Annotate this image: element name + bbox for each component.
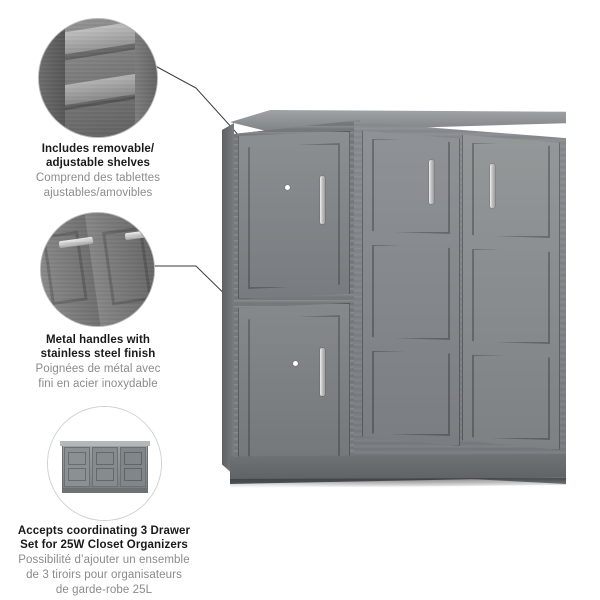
closet-organizer-thumbnail xyxy=(47,406,162,521)
callout-sub-line2: ajustables/amovibles xyxy=(43,187,153,200)
cabinet-left-side xyxy=(222,123,234,475)
bed-panel-right-inset-bottom xyxy=(472,354,550,440)
metal-handle-closeup-thumbnail xyxy=(40,212,155,327)
callout-text-shelves xyxy=(10,142,186,200)
bed-panel-right-inset-top xyxy=(472,142,550,238)
callout-title-line2: stainless steel finish xyxy=(40,348,156,361)
bed-panel-left-inset-bottom xyxy=(372,350,450,436)
cabinet-base-shadow xyxy=(230,478,566,488)
bed-panel-left-inset-mid xyxy=(372,244,450,340)
left-upper-door-handle xyxy=(320,176,325,224)
handle-callout-marker xyxy=(293,361,298,366)
callout-sub-line2: de 3 tiroirs pour organisateurs xyxy=(26,569,182,582)
shelf-closeup-thumbnail xyxy=(38,18,158,138)
bed-panel-right-inset-mid xyxy=(472,248,550,344)
callout-sub-line3: de garde-robe 25L xyxy=(55,584,153,597)
callout-sub-line1: Comprend des tablettes xyxy=(35,172,161,185)
left-lower-door-handle xyxy=(320,348,325,396)
bed-panel-left-inset-top xyxy=(372,138,450,234)
callout-sub-line1: Poignées de métal avec xyxy=(35,363,161,376)
callout-sub-line2: fini en acier inoxydable xyxy=(38,378,158,391)
bed-panel-right-handle xyxy=(490,164,495,208)
callout-title-line2: Set for 25W Closet Organizers xyxy=(20,539,188,552)
left-lower-door-inset xyxy=(248,315,340,461)
callout-sub-line1: Possibilité d’ajouter un ensemble xyxy=(18,554,190,567)
callout-title-line1: Includes removable/ xyxy=(41,143,155,155)
wardrobe-cabinet xyxy=(222,98,572,493)
bed-panel-left-handle xyxy=(429,160,434,204)
callout-text-handles xyxy=(10,333,186,391)
callout-title-line1: Metal handles with xyxy=(45,334,151,346)
callout-title-line1: Accepts coordinating 3 Drawer xyxy=(17,525,191,537)
callout-text-drawer-set xyxy=(4,524,204,597)
left-upper-door-inset xyxy=(248,143,340,289)
callout-title-line2: adjustable shelves xyxy=(45,157,151,170)
shelf-callout-marker xyxy=(285,185,290,190)
